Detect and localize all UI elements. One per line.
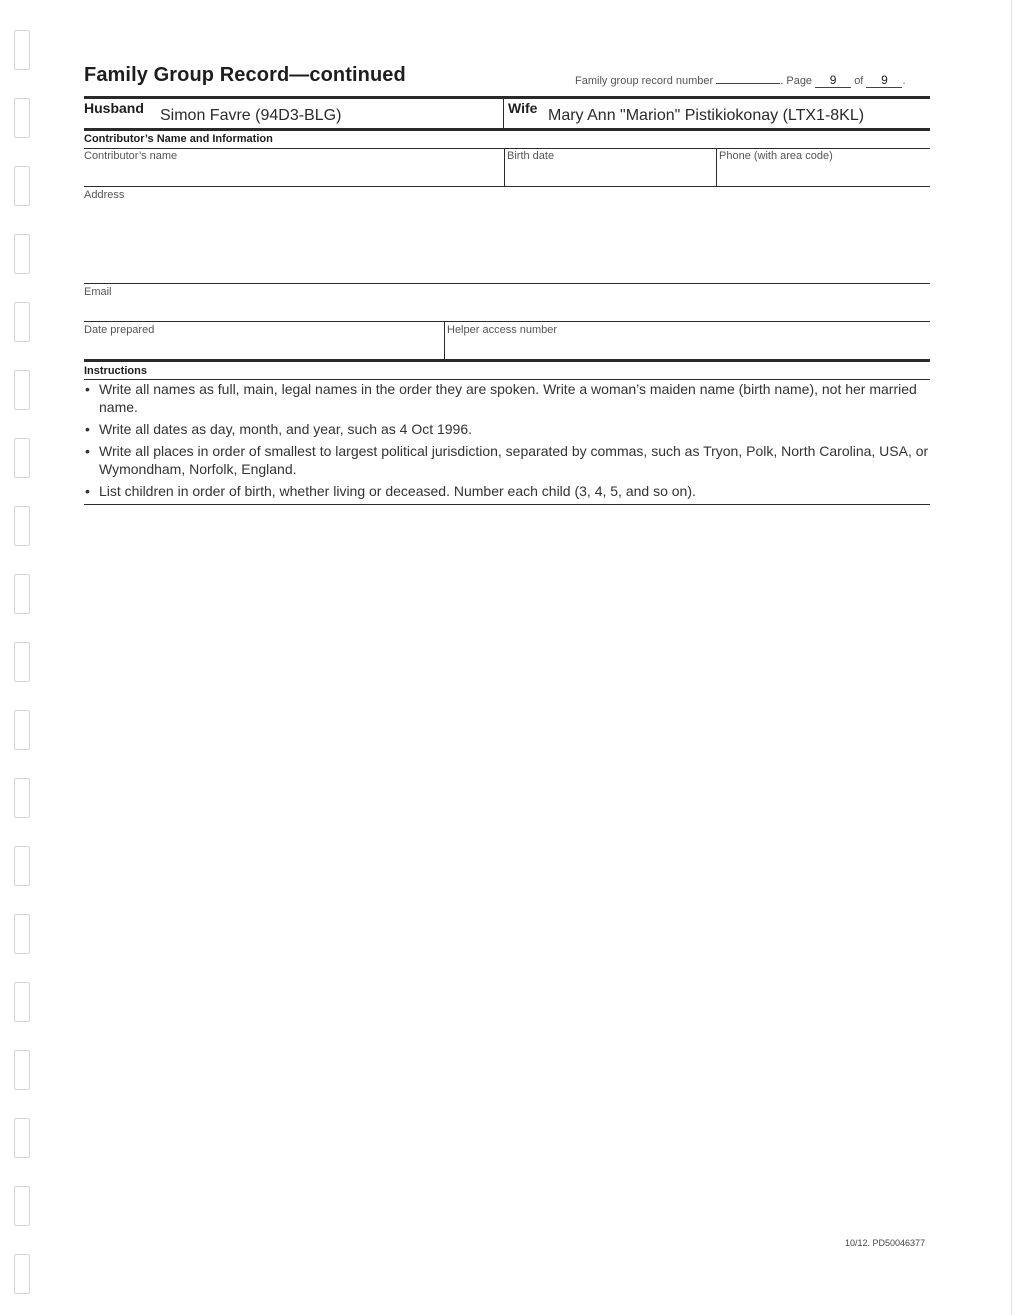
record-number-field[interactable] bbox=[716, 83, 780, 84]
husband-label: Husband bbox=[84, 100, 144, 116]
list-item bbox=[84, 482, 930, 500]
instructions-bottom-rule bbox=[84, 504, 930, 505]
bullet-icon: • bbox=[85, 381, 90, 397]
wife-label: Wife bbox=[508, 100, 538, 116]
email-bottom-rule bbox=[84, 321, 930, 322]
page-total-value: 9 bbox=[881, 73, 888, 87]
header-rule bbox=[84, 96, 930, 99]
contributor-bottom-rule bbox=[84, 359, 930, 362]
binder-hole bbox=[14, 1186, 30, 1226]
binder-hole bbox=[14, 778, 30, 818]
of-label: of bbox=[854, 75, 864, 87]
binder-hole bbox=[14, 574, 30, 614]
binder-hole bbox=[14, 1118, 30, 1158]
bullet-icon: • bbox=[85, 421, 90, 437]
date-prepared-label: Date prepared bbox=[84, 324, 155, 336]
date-helper-divider bbox=[444, 321, 445, 361]
binder-hole bbox=[14, 98, 30, 138]
spouse-bottom-rule bbox=[84, 128, 930, 131]
page-number-value: 9 bbox=[829, 73, 837, 87]
address-label: Address bbox=[84, 189, 125, 201]
instructions-list bbox=[84, 380, 930, 504]
helper-access-label: Helper access number bbox=[447, 324, 558, 336]
page-label: Page bbox=[786, 75, 813, 87]
binder-hole bbox=[14, 1050, 30, 1090]
instruction-text: Write all dates as day, month, and year, such as 4 Oct 1996. bbox=[99, 421, 473, 437]
contributor-top-rule bbox=[84, 148, 930, 149]
spouse-divider bbox=[503, 98, 504, 129]
binder-hole-marks bbox=[14, 30, 34, 1300]
binder-hole bbox=[14, 506, 30, 546]
list-item bbox=[84, 380, 930, 416]
binder-hole bbox=[14, 370, 30, 410]
address-bottom-rule bbox=[84, 283, 930, 284]
binder-hole bbox=[14, 982, 30, 1022]
page-title: Family Group Record—continued bbox=[84, 64, 406, 86]
contributor-divider-1 bbox=[504, 148, 505, 187]
email-label: Email bbox=[84, 286, 112, 298]
page-edge bbox=[1011, 0, 1012, 1315]
binder-hole bbox=[14, 914, 30, 954]
binder-hole bbox=[14, 1254, 30, 1294]
binder-hole bbox=[14, 302, 30, 342]
phone-label: Phone (with area code) bbox=[719, 150, 833, 162]
contributor-name-label: Contributor’s name bbox=[84, 150, 178, 162]
instructions-heading: Instructions bbox=[84, 365, 147, 377]
page-total-field[interactable] bbox=[866, 73, 902, 88]
form-code: 10/12. PD50046377 bbox=[845, 1238, 926, 1248]
binder-hole bbox=[14, 846, 30, 886]
contributor-heading: Contributor’s Name and Information bbox=[84, 133, 273, 145]
husband-name[interactable]: Simon Favre (94D3-BLG) bbox=[160, 107, 342, 124]
wife-name[interactable]: Mary Ann "Marion" Pistikiokonay (LTX1-8KL) bbox=[548, 107, 865, 124]
list-item bbox=[84, 420, 930, 438]
bullet-icon: • bbox=[85, 443, 90, 459]
instruction-text: List children in order of birth, whether living or deceased. Number each child (3, 4, 5, and so on). bbox=[99, 483, 696, 499]
record-number-label: Family group record number bbox=[575, 75, 714, 87]
instruction-text: Write all places in order of smallest to largest political jurisdiction, separated by commas, such as Tryon, Polk, North Carolina, USA, or Wymondham, Norfolk, England. bbox=[99, 443, 929, 477]
instruction-text: Write all names as full, main, legal names in the order they are spoken. Write a woman’s maiden name (birth name), not her married name. bbox=[99, 381, 917, 415]
binder-hole bbox=[14, 234, 30, 274]
bullet-icon: • bbox=[85, 483, 90, 499]
binder-hole bbox=[14, 642, 30, 682]
binder-hole bbox=[14, 30, 30, 70]
birth-date-label: Birth date bbox=[507, 150, 555, 162]
contributor-row-rule bbox=[84, 186, 930, 187]
list-item bbox=[84, 442, 930, 478]
binder-hole bbox=[14, 710, 30, 750]
binder-hole bbox=[14, 166, 30, 206]
page-number-field[interactable] bbox=[815, 73, 851, 88]
contributor-divider-2 bbox=[716, 148, 717, 187]
binder-hole bbox=[14, 438, 30, 478]
record-number-line: Family group record number . Page 9 of 9 . bbox=[575, 73, 906, 87]
